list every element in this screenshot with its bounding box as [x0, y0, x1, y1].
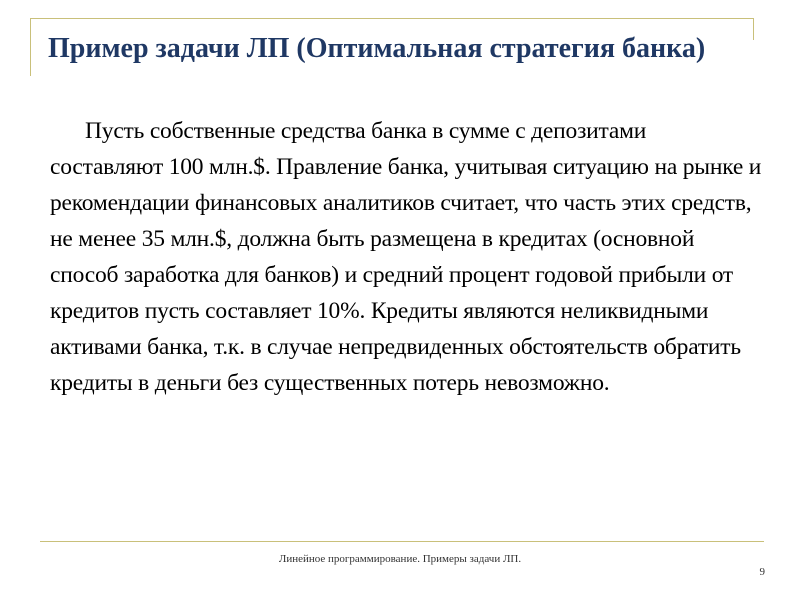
slide-body-text: Пусть собственные средства банка в сумме с депозитами составляют 100 млн.$. Правление банка, учитывая ситуацию на рынке и рекомендации финансовых аналитиков считает, что часть этих средств, не менее 35 млн.$, должна быть размещена в кредитах (основной способ заработка для банков) и средний процент годовой прибыли от кредитов пусть составляет 10%. Кредиты являются неликвидными активами банка, т.к. в случае непредвиденных обстоятельств обратить кредиты в деньги без существенных потерь невозможно. — [50, 118, 762, 396]
page-number: 9 — [759, 566, 765, 578]
frame-top-line — [30, 18, 754, 19]
frame-left-line — [30, 18, 31, 76]
footer-divider — [40, 541, 764, 542]
slide-title: Пример задачи ЛП (Оптимальная стратегия банка) — [48, 33, 706, 64]
frame-right-line — [753, 18, 754, 40]
slide-footer: Линейное программирование. Примеры задачи ЛП. — [278, 553, 522, 565]
